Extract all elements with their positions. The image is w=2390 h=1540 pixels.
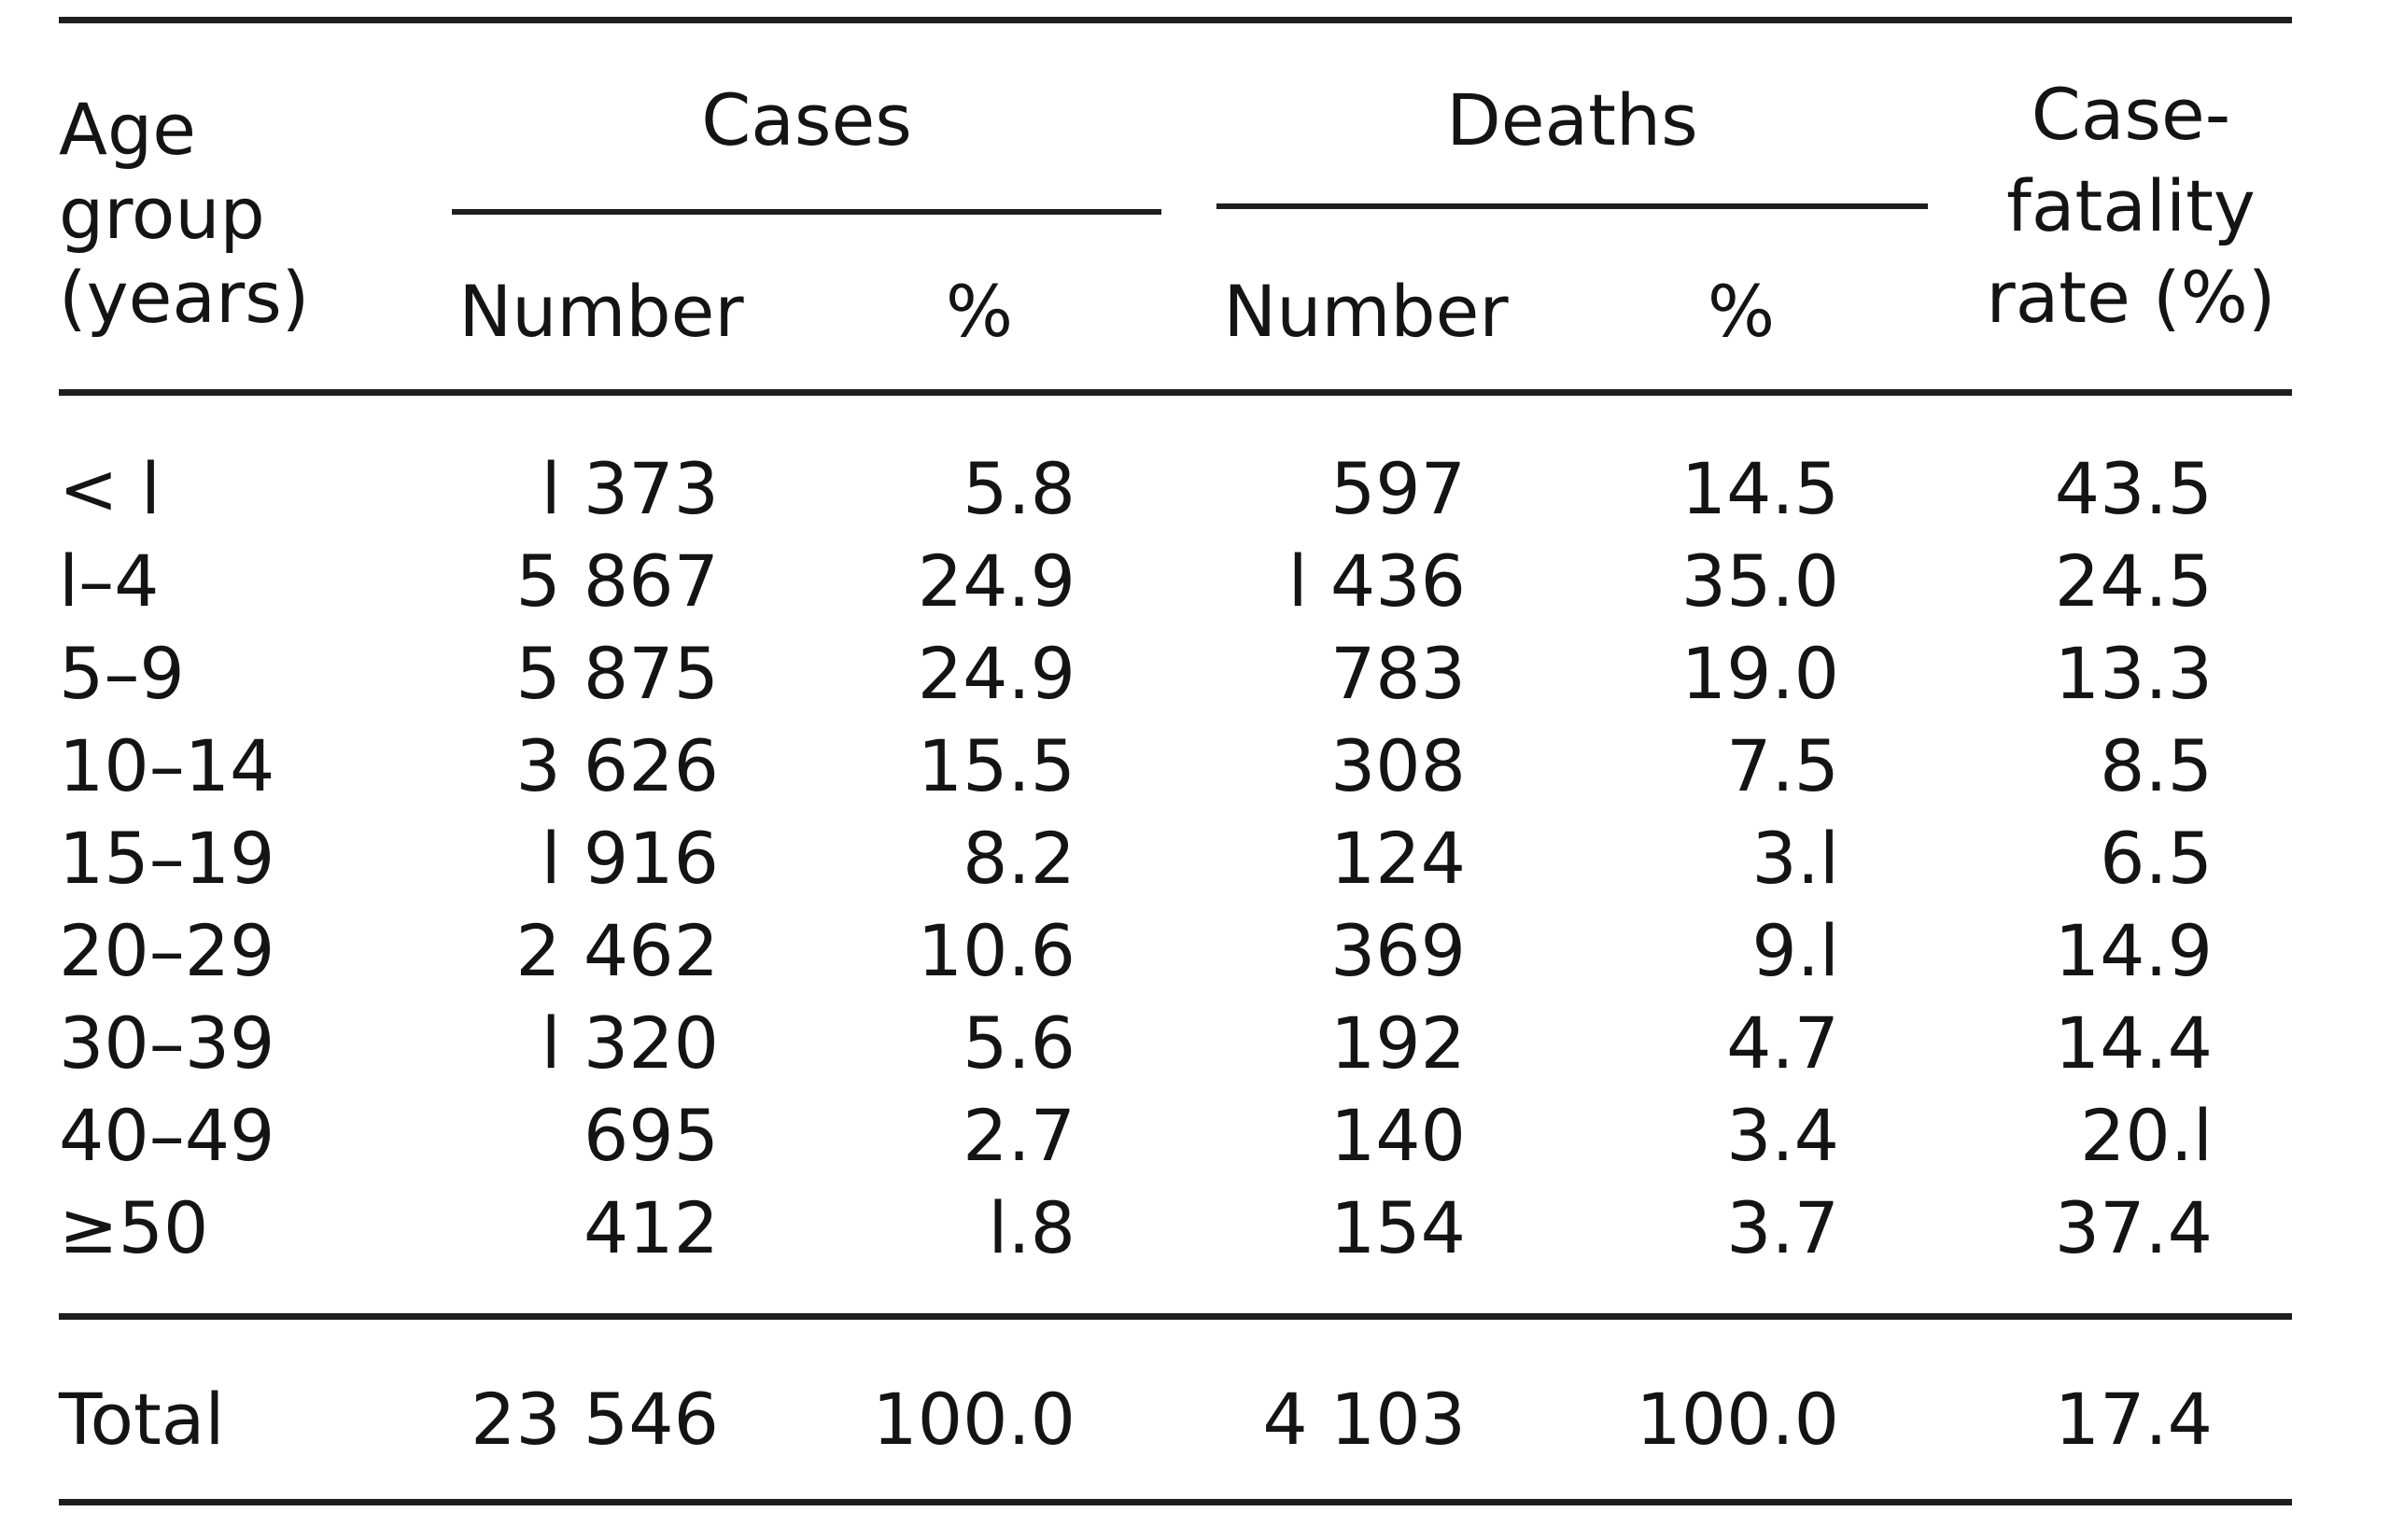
header-cases: Cases <box>701 78 912 161</box>
row-deaths-number: 308 <box>1329 724 1466 807</box>
total-cases-number: 23 546 <box>471 1378 719 1461</box>
row-case-fatality-rate: 8.5 <box>2100 724 2213 807</box>
row-deaths-number: 783 <box>1329 632 1466 715</box>
header-cases-percent: % <box>945 270 1014 353</box>
header-deaths-number: Number <box>1223 270 1509 353</box>
header-age-line-1: Age <box>59 88 196 171</box>
row-case-fatality-rate: 43.5 <box>2054 447 2213 530</box>
row-cases-number: 5 867 <box>515 539 719 623</box>
deaths-span-rule <box>1216 203 1928 209</box>
header-cfr-line-2: fatality <box>2006 164 2256 247</box>
header-bottom-rule <box>59 389 2292 396</box>
row-deaths-percent: 7.5 <box>1726 724 1839 807</box>
row-cases-number: l 320 <box>541 1001 719 1085</box>
row-deaths-number: 369 <box>1329 909 1466 992</box>
cases-span-rule <box>452 209 1161 215</box>
row-cases-percent: 5.8 <box>963 447 1076 530</box>
header-cases-number: Number <box>458 270 744 353</box>
row-deaths-percent: 3.7 <box>1726 1186 1839 1269</box>
row-cases-percent: l.8 <box>988 1186 1076 1269</box>
row-case-fatality-rate: 13.3 <box>2054 632 2213 715</box>
row-age: 5–9 <box>59 632 185 715</box>
total-cases-percent: 100.0 <box>872 1378 1076 1461</box>
row-cases-number: l 916 <box>541 817 719 900</box>
header-age-line-3: (years) <box>59 256 310 339</box>
row-cases-number: 3 626 <box>515 724 719 807</box>
row-deaths-percent: 4.7 <box>1726 1001 1839 1085</box>
header-age-group <box>59 84 414 343</box>
row-case-fatality-rate: 6.5 <box>2100 817 2213 900</box>
row-deaths-number: 597 <box>1329 447 1466 530</box>
header-deaths: Deaths <box>1446 78 1698 161</box>
row-age: 15–19 <box>59 817 275 900</box>
row-age: 20–29 <box>59 909 275 992</box>
row-cases-percent: 8.2 <box>963 817 1076 900</box>
row-age: ≥50 <box>59 1186 209 1269</box>
row-cases-percent: 24.9 <box>917 632 1076 715</box>
row-deaths-number: 154 <box>1329 1186 1466 1269</box>
row-cases-percent: 5.6 <box>963 1001 1076 1085</box>
row-age: 10–14 <box>59 724 275 807</box>
row-case-fatality-rate: 14.9 <box>2054 909 2213 992</box>
row-deaths-percent: 35.0 <box>1680 539 1839 623</box>
header-cfr-line-1: Case- <box>2031 73 2231 156</box>
row-cases-number: 2 462 <box>515 909 719 992</box>
row-deaths-percent: 3.4 <box>1726 1094 1839 1177</box>
row-cases-number: l 373 <box>541 447 719 530</box>
header-age-line-2: group <box>59 172 265 255</box>
row-deaths-percent: 14.5 <box>1680 447 1839 530</box>
row-cases-percent: 15.5 <box>917 724 1076 807</box>
row-case-fatality-rate: 20.l <box>2080 1094 2213 1177</box>
total-deaths-number: 4 103 <box>1262 1378 1466 1461</box>
row-deaths-number: 192 <box>1329 1001 1466 1085</box>
row-deaths-number: 140 <box>1329 1094 1466 1177</box>
row-deaths-percent: 19.0 <box>1680 632 1839 715</box>
row-deaths-number: l 436 <box>1287 539 1466 623</box>
total-label: Total <box>59 1378 225 1461</box>
row-cases-percent: 10.6 <box>917 909 1076 992</box>
row-age: l–4 <box>59 539 160 623</box>
row-case-fatality-rate: 37.4 <box>2054 1186 2213 1269</box>
row-case-fatality-rate: 14.4 <box>2054 1001 2213 1085</box>
total-deaths-percent: 100.0 <box>1636 1378 1839 1461</box>
header-cfr-line-3: rate (%) <box>1986 256 2276 339</box>
table-bottom-rule <box>59 1499 2292 1505</box>
table-top-rule <box>59 17 2292 23</box>
total-case-fatality-rate: 17.4 <box>2054 1378 2213 1461</box>
row-cases-percent: 2.7 <box>963 1094 1076 1177</box>
row-cases-number: 5 875 <box>515 632 719 715</box>
row-case-fatality-rate: 24.5 <box>2054 539 2213 623</box>
row-age: 40–49 <box>59 1094 275 1177</box>
row-deaths-percent: 9.l <box>1751 909 1839 992</box>
total-top-rule <box>59 1313 2292 1320</box>
header-deaths-percent: % <box>1707 270 1776 353</box>
row-cases-number: 412 <box>583 1186 719 1269</box>
row-deaths-number: 124 <box>1329 817 1466 900</box>
row-age: < l <box>59 447 161 530</box>
row-cases-percent: 24.9 <box>917 539 1076 623</box>
row-age: 30–39 <box>59 1001 275 1085</box>
header-case-fatality-rate <box>1970 69 2292 343</box>
row-cases-number: 695 <box>583 1094 719 1177</box>
row-deaths-percent: 3.l <box>1751 817 1839 900</box>
